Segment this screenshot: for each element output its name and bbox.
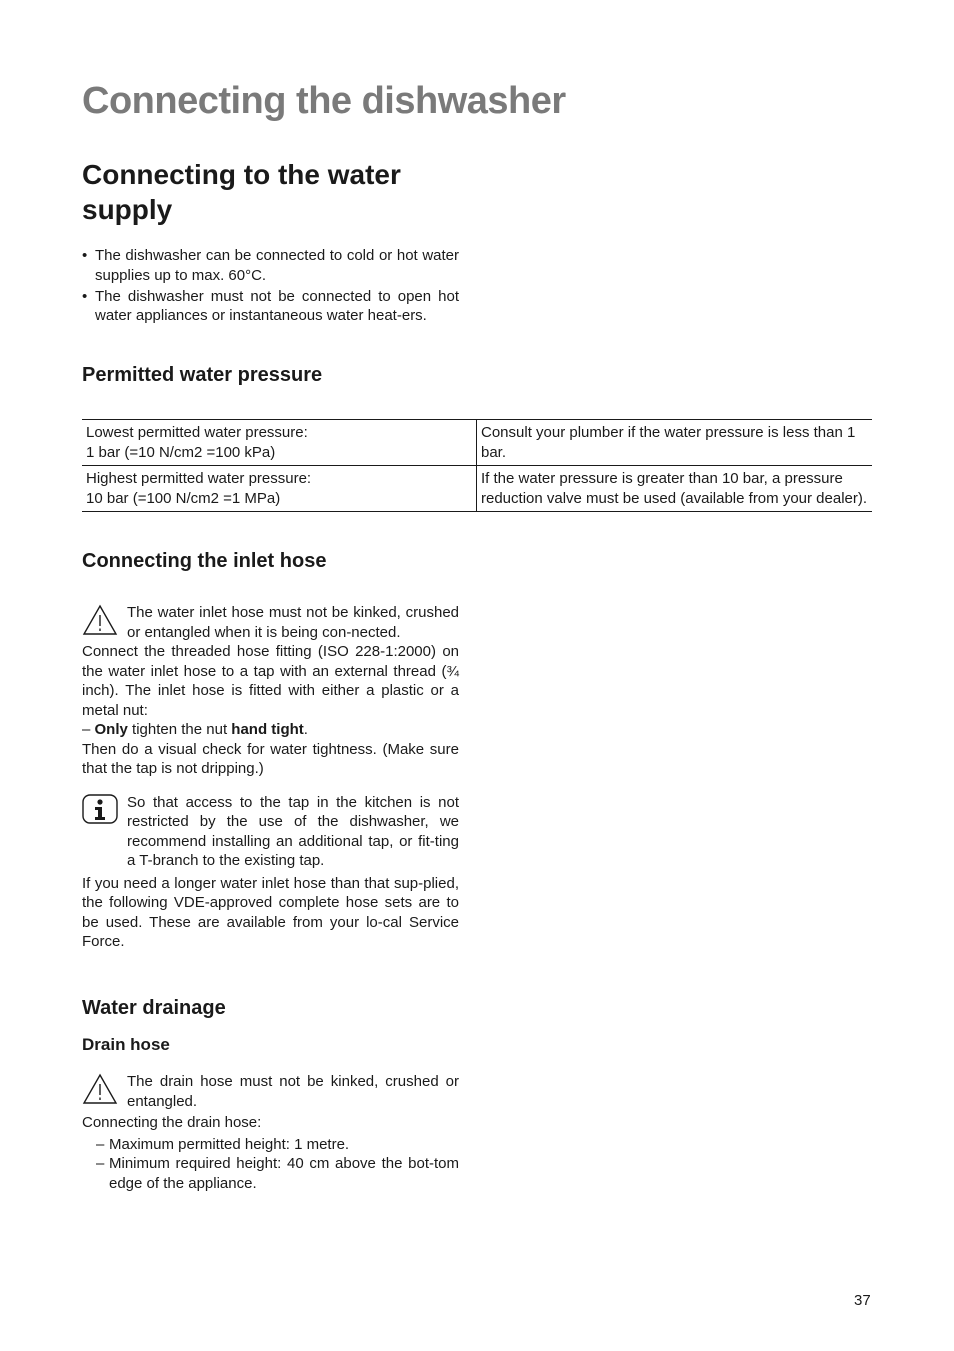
tightness-check: Then do a visual check for water tightness. (Make sure that the tap is not dripping.) xyxy=(82,740,459,777)
pressure-note: Consult your plumber if the water pressure is less than 1 bar. xyxy=(477,420,873,466)
page-number: 37 xyxy=(854,1292,871,1309)
warning-triangle-icon xyxy=(82,604,118,642)
table-cell xyxy=(82,420,477,466)
table-row xyxy=(82,466,872,512)
inlet-hose-section xyxy=(82,603,459,952)
info-text: So that access to the tap in the kitchen is not restricted by the use of the dishwasher, we recommend installing an additional tap, or fit-ting a T-branch to the existing tap. xyxy=(127,793,459,869)
drain-intro: Connecting the drain hose: xyxy=(82,1114,262,1131)
inlet-instruction: Connect the threaded hose fitting (ISO 228-1:2000) on the water inlet hose to a tap with an external thread (¾ inch). The inlet hose is fitted with either a plastic or a metal nut: xyxy=(82,643,459,719)
warning-text: The drain hose must not be kinked, crushed or entangled. xyxy=(127,1073,459,1110)
subheading-inlet-hose: Connecting the inlet hose xyxy=(82,550,327,572)
info-icon xyxy=(82,794,119,832)
page-title: Connecting the dishwasher xyxy=(82,80,566,122)
drain-hose-section xyxy=(82,1072,459,1193)
bullet-item: • The dishwasher must not be connected to open hot water appliances or instantaneous water heat-ers. xyxy=(82,287,459,326)
pressure-value: 1 bar (=10 N/cm2 =100 kPa) xyxy=(86,443,276,461)
warning-triangle-icon xyxy=(82,1073,118,1111)
pressure-value: 10 bar (=100 N/cm2 =1 MPa) xyxy=(86,489,281,507)
pressure-note: If the water pressure is greater than 10 bar, a pressure reduction valve must be used (available from your dealer). xyxy=(477,466,873,512)
pressure-label: Lowest permitted water pressure: xyxy=(86,424,308,441)
bullet-item: • The dishwasher can be connected to cold or hot water supplies up to max. 60°C. xyxy=(82,246,459,285)
tighten-text: tighten the nut xyxy=(132,721,228,738)
subheading-permitted-pressure: Permitted water pressure xyxy=(82,364,323,386)
tighten-instruction xyxy=(82,720,459,740)
dash-marker: – xyxy=(82,721,91,738)
subheading-drain-hose: Drain hose xyxy=(82,1035,170,1054)
table-row xyxy=(82,420,872,466)
list-item: – Maximum permitted height: 1 metre. xyxy=(96,1135,459,1155)
drain-height-list xyxy=(82,1135,459,1194)
drain-warning-note xyxy=(82,1072,459,1111)
emphasis-only: Only xyxy=(94,721,128,738)
longer-hose-text: If you need a longer water inlet hose than that sup-plied, the following VDE-approved complete hose sets are to be used. These are available from your lo-cal Service Force. xyxy=(82,874,459,950)
subheading-water-drainage: Water drainage xyxy=(82,997,226,1019)
pressure-table xyxy=(82,419,872,512)
warning-text: The water inlet hose must not be kinked, crushed or entangled when it is being con-nected. xyxy=(127,604,459,641)
inlet-warning-note xyxy=(82,603,459,642)
sentence-end: . xyxy=(303,721,308,738)
list-item: – Minimum required height: 40 cm above the bot-tom edge of the appliance. xyxy=(96,1154,459,1193)
water-supply-bullets xyxy=(82,246,459,327)
inlet-info-note xyxy=(82,793,459,871)
pressure-label: Highest permitted water pressure: xyxy=(86,470,312,487)
table-cell xyxy=(82,466,477,512)
section-heading-water-supply: Connecting to the water supply xyxy=(82,159,401,225)
emphasis-hand-tight: hand tight xyxy=(231,721,304,738)
